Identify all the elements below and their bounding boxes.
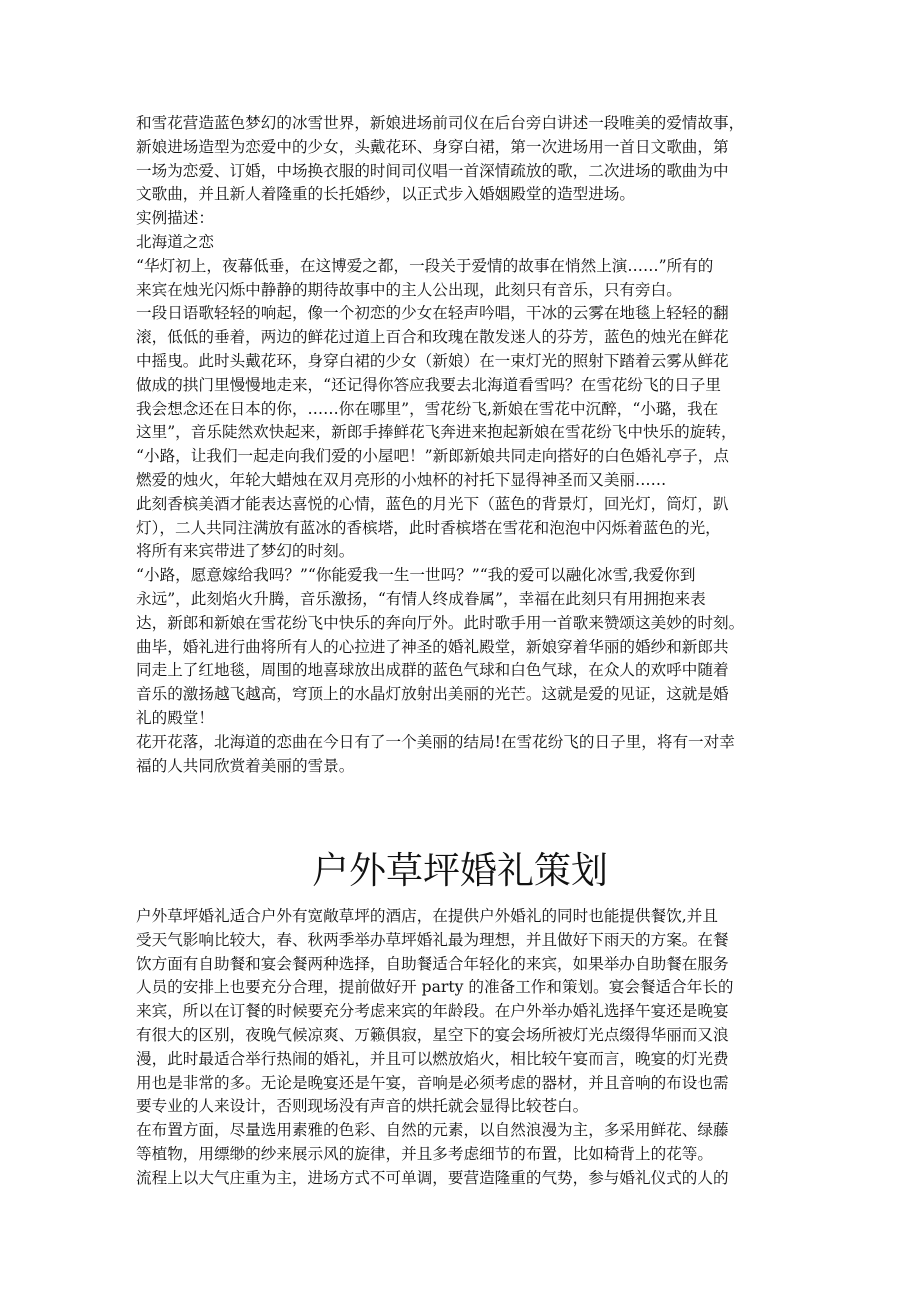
text-line: 同走上了红地毯，周围的地喜球放出成群的蓝色气球和白色气球，在众人的欢呼中随着	[136, 661, 729, 680]
text-line: “小路，愿意嫁给我吗？”“你能爱我一生一世吗？”“我的爱可以融化冰雪,我爱你到	[136, 566, 696, 585]
text-line: 一场为恋爱、订婚，中场换衣服的时间司仪唱一首深情疏放的歌，二次进场的歌曲为中	[136, 161, 729, 180]
text-line: 等植物，用缥缈的纱来展示风的旋律，并且多考虑细节的布置，比如椅背上的花等。	[136, 1144, 713, 1163]
text-line: 滚，低低的垂着，两边的鲜花过道上百合和玫瑰在散发迷人的芬芳，蓝色的烛光在鲜花	[136, 328, 729, 347]
text-line: 做成的拱门里慢慢地走来，“还记得你答应我要去北海道看雪吗？在雪花纷飞的日子里	[136, 375, 721, 394]
text-line: 实例描述：	[136, 209, 214, 228]
text-line: 有很大的区别，夜晚气候凉爽、万籁俱寂，星空下的宴会场所被灯光点缀得华丽而又浪	[136, 1025, 729, 1044]
text-line: 用也是非常的多。无论是晚宴还是午宴，音响是必须考虑的器材，并且音响的布设也需	[136, 1073, 729, 1092]
text-line: 流程上以大气庄重为主，进场方式不可单调，要营造隆重的气势，参与婚礼仪式的人的	[136, 1168, 729, 1187]
text-line: 礼的殿堂！	[136, 708, 214, 727]
text-line: 灯），二人共同注满放有蓝冰的香槟塔，此时香槟塔在雪花和泡泡中闪烁着蓝色的光，	[136, 518, 721, 537]
text-line: 我会想念还在日本的你，……你在哪里”，雪花纷飞,新娘在雪花中沉醉，“小璐，我在	[136, 399, 719, 418]
text-line: “华灯初上，夜幕低垂，在这博爱之都，一段关于爱情的故事在悄然上演……”所有的	[136, 256, 714, 275]
text-line: 户外草坪婚礼适合户外有宽敞草坪的酒店，在提供户外婚礼的同时也能提供餐饮,并且	[136, 907, 718, 925]
text-line: 将所有来宾带进了梦幻的时刻。	[136, 542, 355, 561]
text-line: 达，新郎和新娘在雪花纷飞中快乐的奔向厅外。此时歌手用一首歌来赞颂这美妙的时刻。	[136, 613, 745, 632]
text-line: 在布置方面，尽量选用素雅的色彩、自然的元素，以自然浪漫为主，多采用鲜花、绿藤	[136, 1121, 729, 1140]
text-line: 要专业的人来设计，否则现场没有声音的烘托就会显得比较苍白。	[136, 1097, 589, 1116]
text-line: 饮方面有自助餐和宴会餐两种选择，自助餐适合年轻化的来宾，如果举办自助餐在服务	[136, 954, 729, 973]
text-line: 燃爱的烛火，年轮大蜡烛在双月亮形的小烛杯的衬托下显得神圣而又美丽……	[136, 470, 667, 489]
text-line: 人员的安排上也要充分合理，提前做好开 party 的准备工作和策划。宴会餐适合年长的	[136, 978, 734, 997]
text-line: 一段日语歌轻轻的响起，像一个初恋的少女在轻声吟唱，干冰的云雾在地毯上轻轻的翻	[136, 304, 729, 323]
section-two-body	[136, 905, 796, 1191]
text-line: 文歌曲，并且新人着隆重的长托婚纱，以正式步入婚姻殿堂的造型进场。	[136, 185, 636, 204]
text-line: 曲毕，婚礼进行曲将所有人的心拉进了神圣的婚礼殿堂，新娘穿着华丽的婚纱和新郎共	[136, 637, 729, 656]
text-line: 中摇曳。此时头戴花环，身穿白裙的少女（新娘）在一束灯光的照射下踏着云雾从鲜花	[136, 351, 729, 370]
text-line: 北海道之恋	[136, 232, 214, 251]
text-line: 新娘进场造型为恋爱中的少女，头戴花环、身穿白裙，第一次进场用一首日文歌曲，第	[136, 137, 729, 156]
text-line: “小路，让我们一起走向我们爱的小屋吧！”新郎新娘共同走向搭好的白色婚礼亭子，点	[136, 447, 729, 466]
section-one-body	[136, 112, 796, 778]
text-line: 受天气影响比较大，春、秋两季举办草坪婚礼最为理想，并且做好下雨天的方案。在餐	[136, 930, 729, 949]
text-line: 永远”，此刻焰火升腾，音乐激扬，“有情人终成眷属”，幸福在此刻只有用拥抱来表	[136, 589, 706, 608]
text-line: 和雪花营造蓝色梦幻的冰雪世界，新娘进场前司仪在后台旁白讲述一段唯美的爱情故事，	[136, 114, 745, 132]
text-line: 音乐的激扬越飞越高，穹顶上的水晶灯放射出美丽的光芒。这就是爱的见证，这就是婚	[136, 685, 729, 704]
text-line: 这里”，音乐陡然欢快起来，新郎手捧鲜花飞奔进来抱起新娘在雪花纷飞中快乐的旋转，	[136, 423, 737, 442]
text-line: 此刻香槟美酒才能表达喜悦的心情，蓝色的月光下（蓝色的背景灯，回光灯，筒灯，趴	[136, 494, 729, 513]
text-line: 花开花落，北海道的恋曲在今日有了一个美丽的结局!在雪花纷飞的日子里，将有一对幸	[136, 732, 735, 751]
text-line: 来宾，所以在订餐的时候要充分考虑来宾的年龄段。在户外举办婚礼选择午宴还是晚宴	[136, 1002, 729, 1021]
text-line: 福的人共同欣赏着美丽的雪景。	[136, 756, 355, 775]
text-line: 漫，此时最适合举行热闹的婚礼，并且可以燃放焰火，相比较午宴而言，晚宴的灯光费	[136, 1049, 729, 1068]
text-line: 来宾在烛光闪烁中静静的期待故事中的主人公出现，此刻只有音乐，只有旁白。	[136, 280, 682, 299]
section-title: 户外草坪婚礼策划	[312, 848, 608, 892]
